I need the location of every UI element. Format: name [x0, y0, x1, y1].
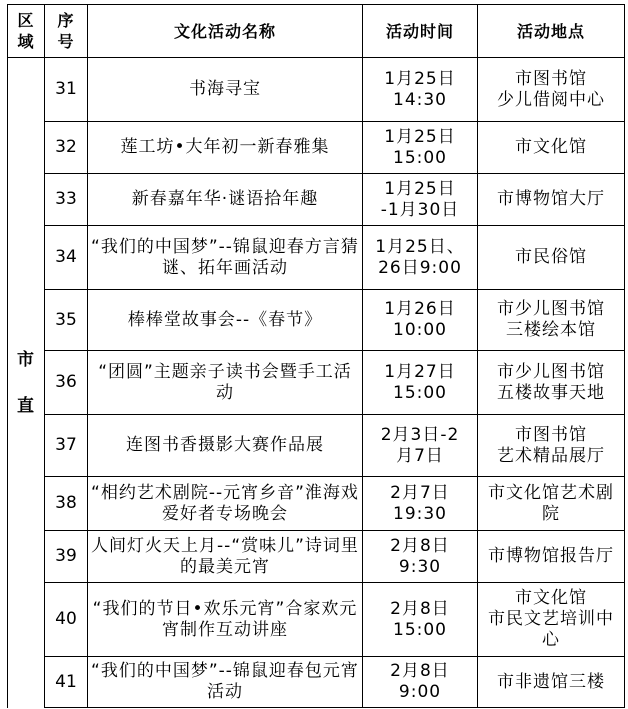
time-cell: 1月26日 10:00 [363, 290, 478, 351]
place-cell: 市非遗馆三楼 [478, 657, 625, 708]
name-cell: “我们的中国梦”--锦鼠迎春方言猜谜、拓年画活动 [88, 226, 363, 290]
table-row [8, 415, 625, 477]
header-time: 活动时间 [363, 5, 478, 58]
time-cell: 1月27日 15:00 [363, 351, 478, 415]
time-cell: 1月25日 -1月30日 [363, 174, 478, 226]
table-row [8, 531, 625, 583]
time-cell: 2月8日 15:00 [363, 583, 478, 657]
place-cell: 市少儿图书馆 三楼绘本馆 [478, 290, 625, 351]
seq-cell: 34 [45, 226, 88, 290]
name-cell: “相约艺术剧院--元宵乡音”淮海戏爱好者专场晚会 [88, 477, 363, 531]
name-cell: 书海寻宝 [88, 58, 363, 122]
seq-cell: 35 [45, 290, 88, 351]
name-cell: 连图书香摄影大赛作品展 [88, 415, 363, 477]
place-cell: 市博物馆大厅 [478, 174, 625, 226]
table-row [8, 174, 625, 226]
name-cell: 莲工坊•大年初一新春雅集 [88, 122, 363, 174]
region-label-1: 市 [17, 349, 35, 370]
place-cell: 市文化馆 [478, 122, 625, 174]
table-row [8, 226, 625, 290]
region-label-2: 直 [17, 395, 35, 416]
seq-cell: 31 [45, 58, 88, 122]
time-cell: 2月7日 19:30 [363, 477, 478, 531]
seq-cell: 37 [45, 415, 88, 477]
name-cell: “我们的节日•欢乐元宵”合家欢元宵制作互动讲座 [88, 583, 363, 657]
table-row [8, 583, 625, 657]
seq-cell: 40 [45, 583, 88, 657]
time-cell: 2月8日 9:30 [363, 531, 478, 583]
header-seq: 序号 [45, 5, 88, 58]
name-cell: 新春嘉年华·谜语拾年趣 [88, 174, 363, 226]
time-cell: 2月3日-2 月7日 [363, 415, 478, 477]
header-name: 文化活动名称 [88, 5, 363, 58]
region-cell [8, 58, 45, 708]
place-cell: 市民俗馆 [478, 226, 625, 290]
time-cell: 1月25日 14:30 [363, 58, 478, 122]
table-row [8, 58, 625, 122]
seq-cell: 38 [45, 477, 88, 531]
name-cell: 棒棒堂故事会--《春节》 [88, 290, 363, 351]
place-cell: 市图书馆 少儿借阅中心 [478, 58, 625, 122]
place-cell: 市图书馆 艺术精品展厅 [478, 415, 625, 477]
table-row [8, 657, 625, 708]
name-cell: “团圆”主题亲子读书会暨手工活动 [88, 351, 363, 415]
seq-cell: 41 [45, 657, 88, 708]
seq-cell: 39 [45, 531, 88, 583]
time-cell: 2月8日 9:00 [363, 657, 478, 708]
time-cell: 1月25日 15:00 [363, 122, 478, 174]
header-place: 活动地点 [478, 5, 625, 58]
table-row [8, 122, 625, 174]
seq-cell: 32 [45, 122, 88, 174]
table-row [8, 351, 625, 415]
table-row [8, 477, 625, 531]
place-cell: 市文化馆艺术剧院 [478, 477, 625, 531]
seq-cell: 36 [45, 351, 88, 415]
seq-cell: 33 [45, 174, 88, 226]
time-cell: 1月25日、 26日9:00 [363, 226, 478, 290]
activity-table [7, 4, 625, 708]
name-cell: “我们的中国梦”--锦鼠迎春包元宵活动 [88, 657, 363, 708]
place-cell: 市文化馆 市民文艺培训中心 [478, 583, 625, 657]
name-cell: 人间灯火天上月--“赏味儿”诗词里的最美元宵 [88, 531, 363, 583]
header-region: 区域 [8, 5, 45, 58]
table-row [8, 290, 625, 351]
place-cell: 市博物馆报告厅 [478, 531, 625, 583]
place-cell: 市少儿图书馆 五楼故事天地 [478, 351, 625, 415]
header-row [8, 5, 625, 58]
